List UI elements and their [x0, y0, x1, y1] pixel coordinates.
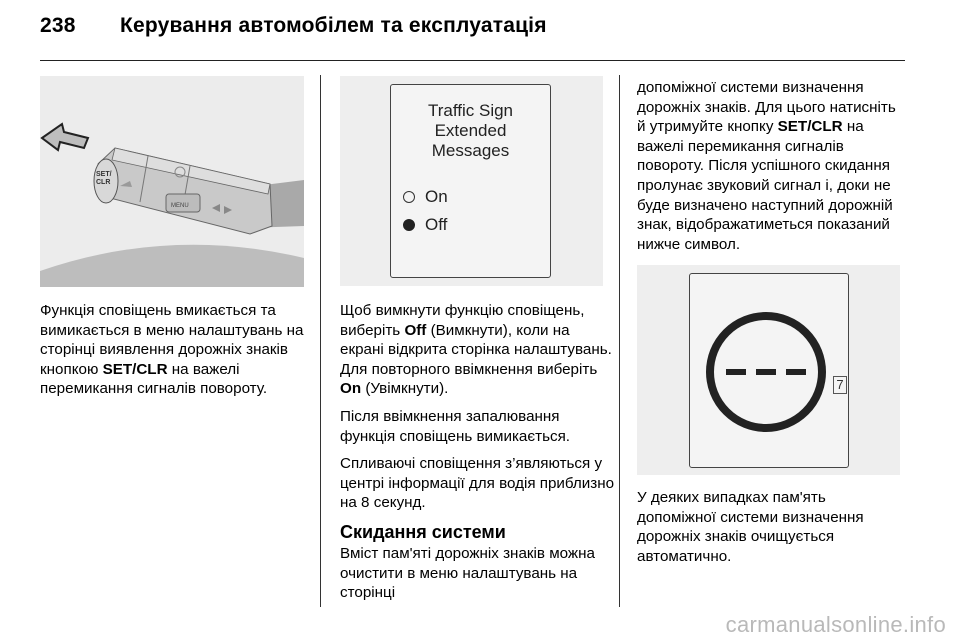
col2-paragraph-2: Після ввімкнення запалювання функція сповіщень вимикається.	[340, 407, 571, 445]
option-off-label: Off	[425, 215, 448, 234]
off-label: Off	[404, 321, 427, 339]
menu-title-line-3: Messages	[431, 141, 510, 160]
col2-text-e: (Увімкнути).	[361, 380, 449, 398]
col3-paragraph-1	[637, 78, 905, 254]
col3-text-a: допоміжної системи визначення дорожніх знаків. Для цього натисніть й утримуйте кнопку	[637, 79, 896, 136]
end-of-restriction-sign-icon	[690, 274, 850, 469]
column-divider-2	[619, 75, 620, 607]
stalk-menu-label: MENU	[171, 203, 189, 209]
col1-paragraph-1	[40, 301, 315, 399]
on-label: On	[340, 380, 362, 398]
column-3-bottom	[637, 488, 905, 574]
set-clr-label-2: SET/CLR	[777, 118, 843, 136]
display-screen-sign	[689, 273, 849, 468]
sign-illustration	[637, 265, 900, 475]
col3-paragraph-2: У деяких випадках пам'ять допоміжної системи визначення дорожніх знаків очищується автоматично.	[637, 489, 864, 565]
display-screen	[390, 84, 551, 278]
set-clr-label: SET/CLR	[102, 360, 168, 378]
turn-signal-stalk-figure	[40, 76, 304, 287]
radio-checked-icon	[403, 219, 415, 231]
col3-text-c: на важелі перемикання сигналів повороту. Після успішного скидання пролунає звуковий сигнал і, доки не буде визначено наступний дорожній знак, відображатиметься показаний нижче символ.	[637, 118, 893, 253]
menu-illustration	[340, 76, 603, 286]
menu-title	[391, 101, 550, 161]
stalk-set-label: SET/	[96, 171, 112, 178]
chapter-title: Керування автомобілем та експлуатація	[120, 14, 547, 37]
stalk-illustration	[40, 76, 304, 287]
watermark: carmanualsonline.info	[725, 612, 946, 637]
menu-title-line-2: Extended	[434, 121, 507, 140]
page-header	[40, 14, 547, 38]
col1-text: Функція сповіщень вмикається та вимикається в меню налаштувань на сторінці виявлення дорожніх знаків кнопкою	[40, 302, 304, 378]
menu-title-line-1: Traffic Sign	[427, 101, 514, 120]
col2-paragraph-4: Вміст пам'яті дорожніх знаків можна очистити в меню налаштувань на сторінці	[340, 544, 595, 602]
col2-paragraph-3: Спливаючі сповіщення з’являються у центрі інформації для водія приблизно на 8 секунд.	[340, 455, 615, 512]
option-on	[403, 187, 448, 207]
col2-text-a: Щоб вимкнути функцію сповіщень, виберіть	[340, 302, 585, 339]
section-heading: Скидання системи	[340, 521, 506, 542]
option-on-label: On	[425, 187, 448, 206]
header-rule	[40, 60, 905, 61]
stalk-clr-label: CLR	[96, 179, 111, 186]
page-number: 238	[40, 14, 76, 37]
radio-unchecked-icon	[403, 191, 415, 203]
col1-text-end: на важелі перемикання сигналів повороту.	[40, 360, 268, 398]
page-marker: 7	[833, 376, 847, 394]
column-1	[40, 301, 315, 407]
col2-text-c: (Вимкнути), коли на екрані відкрита сторінка налаштувань. Для повторного ввімкнення виберіть	[340, 321, 612, 378]
column-2	[340, 301, 615, 611]
option-off	[403, 215, 447, 235]
column-divider-1	[320, 75, 321, 607]
column-3	[637, 78, 905, 262]
col2-paragraph-1	[340, 301, 615, 399]
